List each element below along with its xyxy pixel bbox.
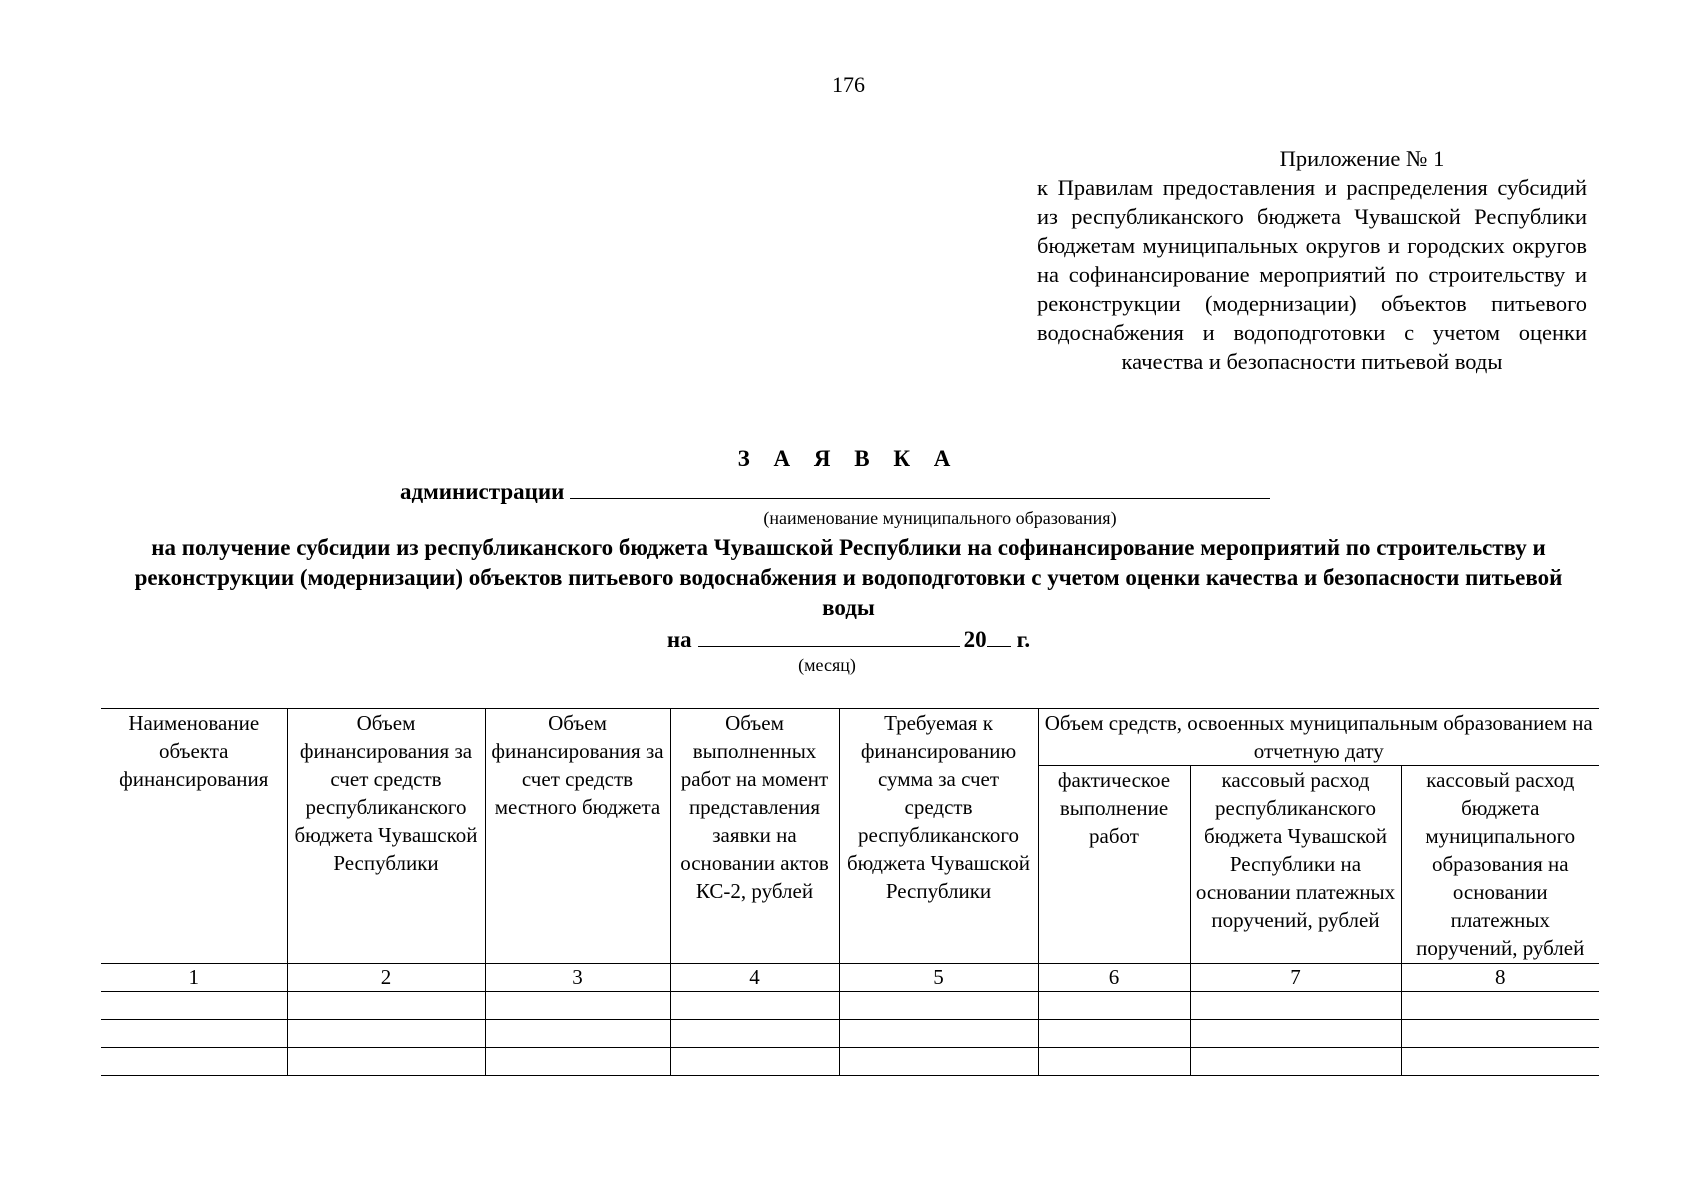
column-number: 6	[1038, 964, 1190, 992]
column-number: 1	[101, 964, 287, 992]
request-table	[101, 708, 1599, 1076]
header-republic-funding: Объем финансирования за счет средств республиканского бюджета Чувашской Республики	[287, 709, 485, 964]
table-row	[101, 1048, 1599, 1076]
table-row	[101, 992, 1599, 1020]
subheader-republic-cash-expense: кассовый расход республиканского бюджета Чувашской Республики на основании платежных поручений, рублей	[1190, 766, 1401, 964]
month-hint: (месяц)	[798, 655, 856, 675]
table-cell	[485, 1020, 670, 1048]
column-number-row	[101, 964, 1599, 992]
column-number: 7	[1190, 964, 1401, 992]
column-number: 2	[287, 964, 485, 992]
table-cell	[485, 992, 670, 1020]
table-cell	[1401, 1048, 1599, 1076]
table-cell	[485, 1048, 670, 1076]
table-cell	[839, 1048, 1038, 1076]
table-cell	[670, 992, 839, 1020]
appendix-block	[1037, 144, 1587, 376]
table-cell	[1190, 1020, 1401, 1048]
admin-hint: (наименование муниципального образования)	[763, 508, 1117, 528]
page-number: 176	[832, 72, 865, 97]
table-cell	[101, 992, 287, 1020]
table-cell	[1038, 1048, 1190, 1076]
column-number: 3	[485, 964, 670, 992]
table-cell	[1038, 1020, 1190, 1048]
column-number: 4	[670, 964, 839, 992]
admin-label: администрации	[400, 479, 565, 504]
header-local-funding: Объем финансирования за счет средств местного бюджета	[485, 709, 670, 964]
table-cell	[839, 1020, 1038, 1048]
purpose-text: на получение субсидии из республиканского бюджета Чувашской Республики на софинансирование мероприятий по строительству и реконструкции (модернизации) объектов питьевого водоснабжения и водоподготовки с учетом оценки качества и безопасности питьевой воды	[134, 535, 1563, 620]
table-cell	[839, 992, 1038, 1020]
period-suffix: г.	[1016, 627, 1031, 652]
month-blank	[698, 624, 960, 647]
table-cell	[670, 1020, 839, 1048]
table-cell	[1401, 992, 1599, 1020]
table-cell	[287, 992, 485, 1020]
table-cell	[101, 1048, 287, 1076]
year-blank	[987, 624, 1011, 647]
document-title: З А Я В К А	[737, 446, 960, 471]
table-cell	[287, 1048, 485, 1076]
appendix-title: Приложение № 1	[1279, 146, 1445, 171]
period-year: 20	[963, 627, 987, 652]
header-object-name: Наименование объекта финансирования	[101, 709, 287, 964]
column-number: 5	[839, 964, 1038, 992]
table-cell	[101, 1020, 287, 1048]
subheader-municipal-cash-expense: кассовый расход бюджета муниципального образования на основании платежных поручений, рублей	[1401, 766, 1599, 964]
appendix-body: к Правилам предоставления и распределения субсидий из республиканского бюджета Чувашской Республики бюджетам муниципальных округов и городских округов на софинансирование мероприятий по строительству и реконструкции (модернизации) объектов питьевого водоснабжения и водоподготовки с учетом оценки качества и безопасности питьевой воды	[1037, 175, 1587, 374]
table-cell	[1401, 1020, 1599, 1048]
table-cell	[670, 1048, 839, 1076]
column-number: 8	[1401, 964, 1599, 992]
header-group-spent-funds: Объем средств, освоенных муниципальным образованием на отчетную дату	[1038, 709, 1599, 766]
table-row	[101, 1020, 1599, 1048]
subheader-actual-work: фактическое выполнение работ	[1038, 766, 1190, 964]
header-required-amount: Требуемая к финансированию сумма за счет средств республиканского бюджета Чувашской Республики	[839, 709, 1038, 964]
admin-name-blank	[570, 476, 1270, 499]
table-cell	[1038, 992, 1190, 1020]
table-cell	[287, 1020, 485, 1048]
admin-line	[400, 476, 1270, 505]
table-cell	[1190, 992, 1401, 1020]
header-completed-work: Объем выполненных работ на момент представления заявки на основании актов КС-2, рублей	[670, 709, 839, 964]
period-prefix: на	[666, 627, 692, 652]
table-cell	[1190, 1048, 1401, 1076]
period-line	[0, 624, 1697, 653]
